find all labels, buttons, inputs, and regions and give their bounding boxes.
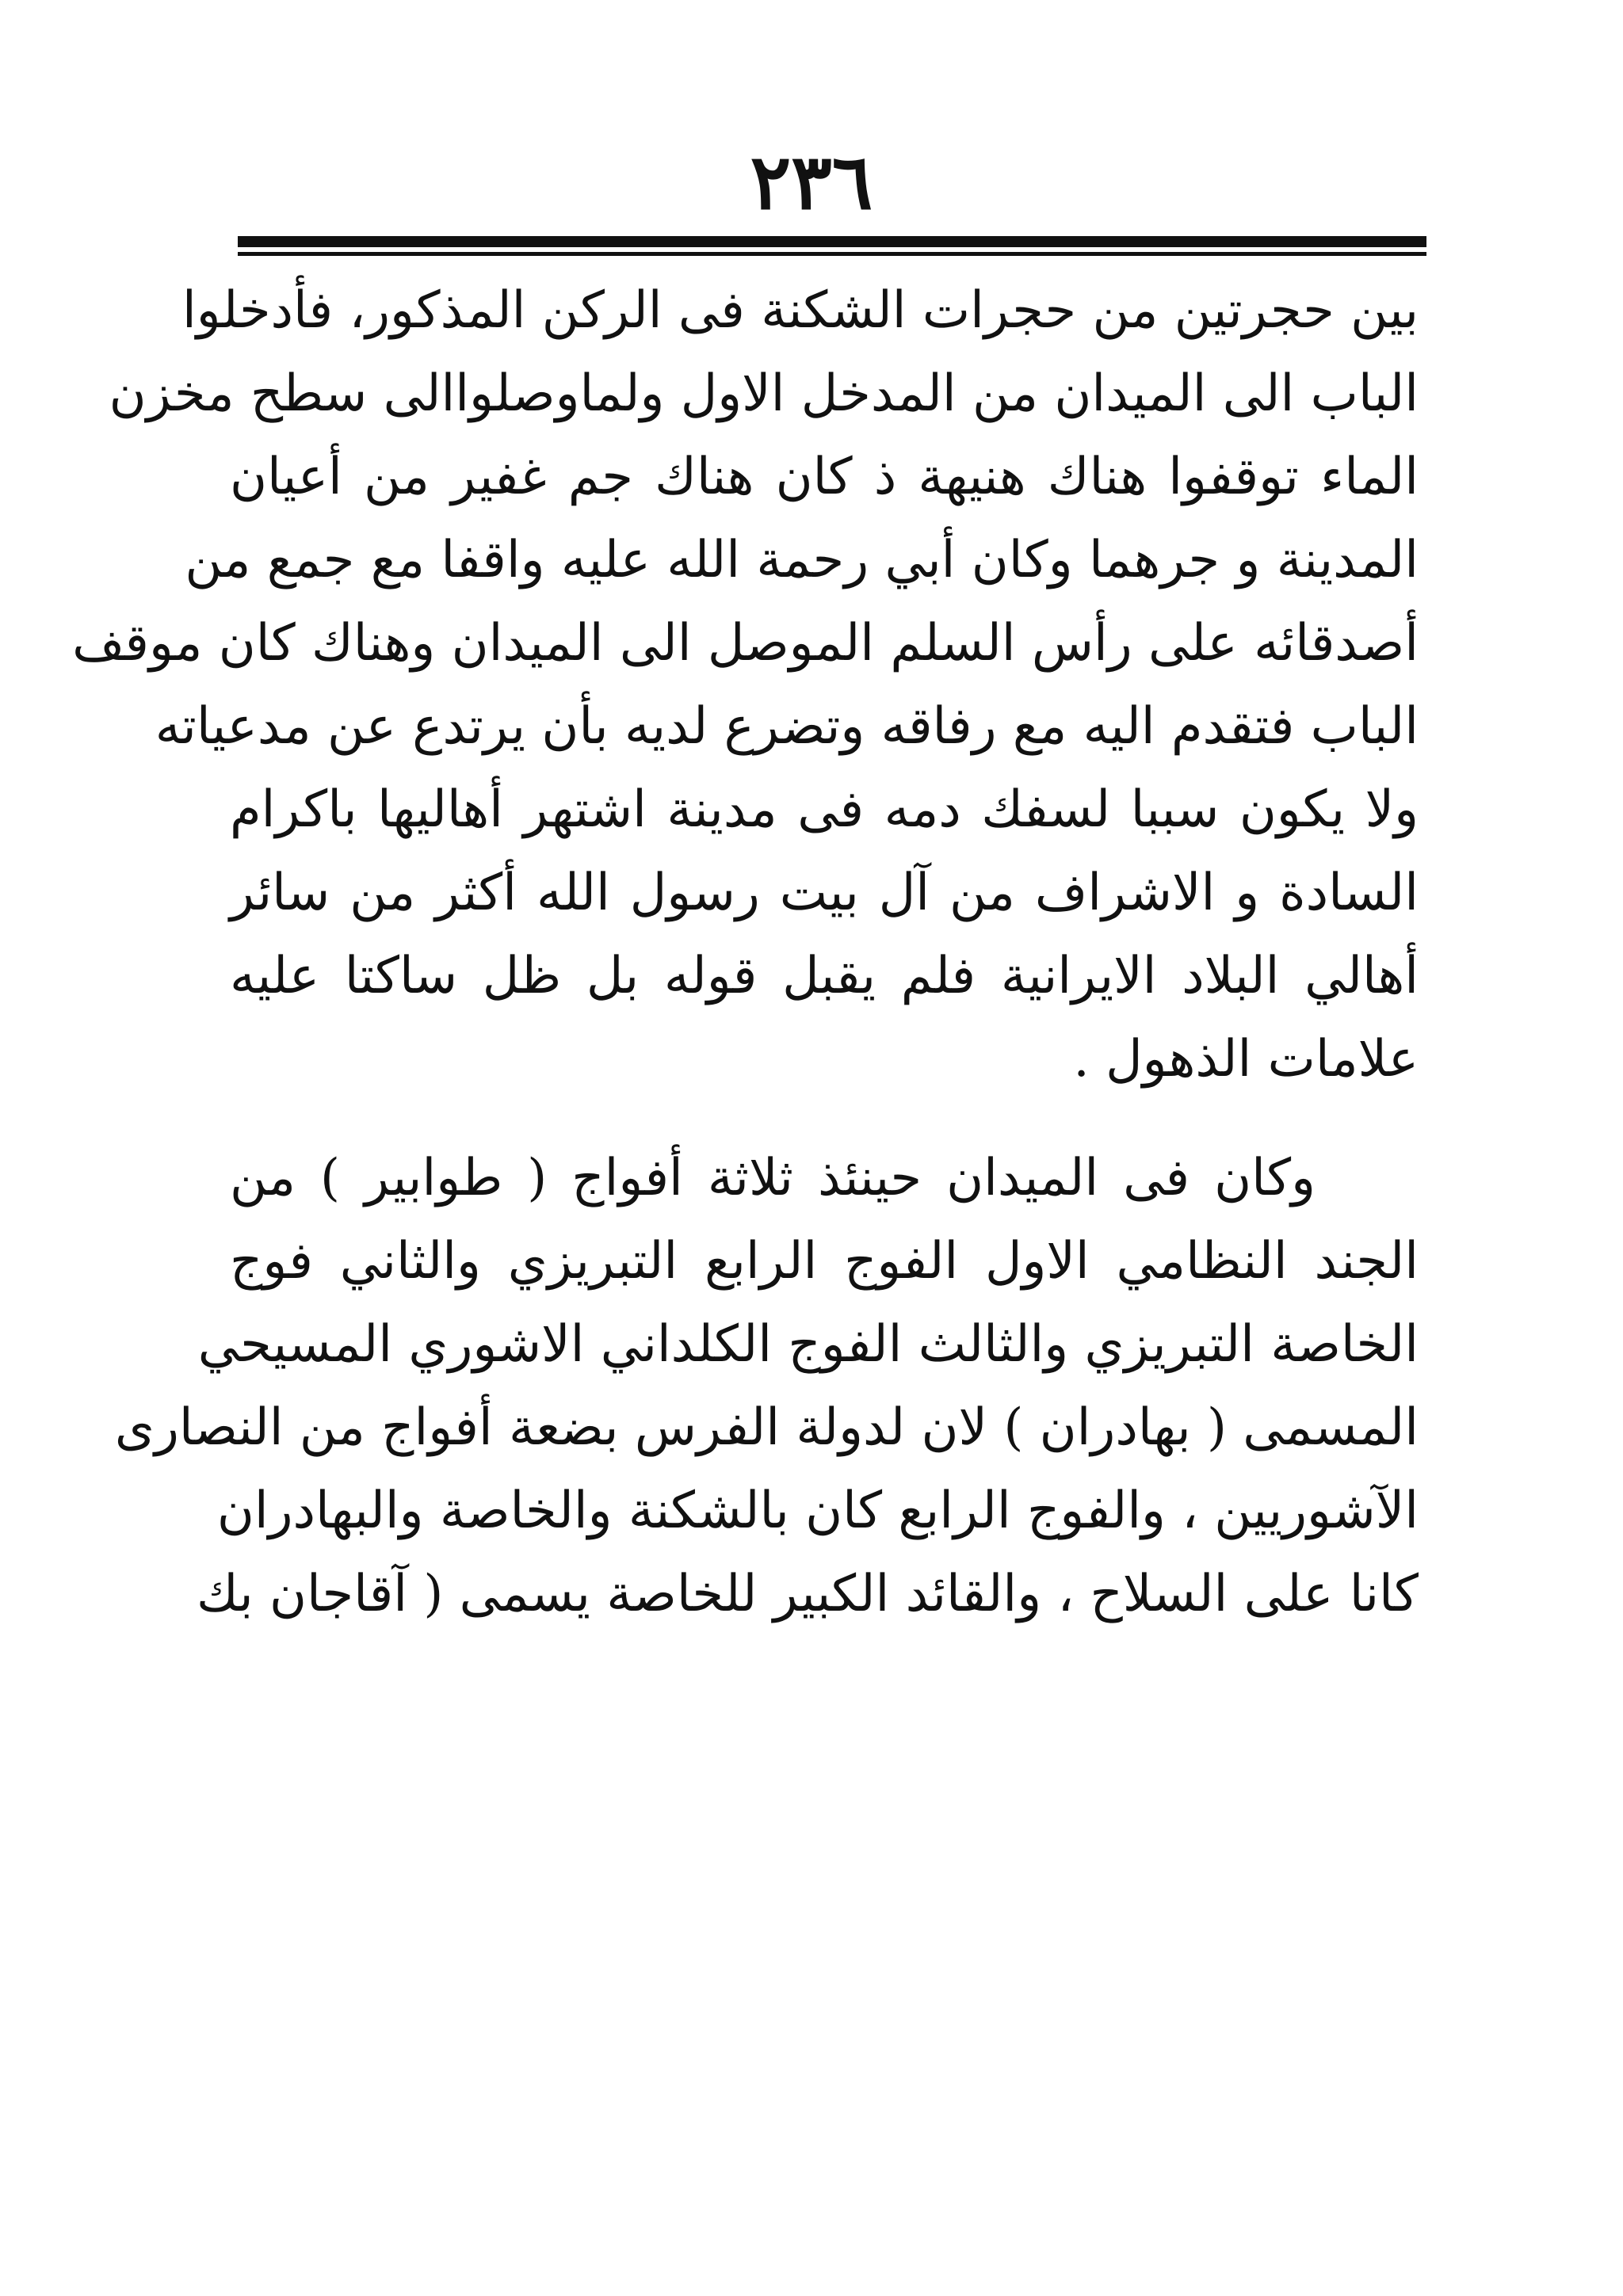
text-line: بين حجرتين من حجرات الشكنة فى الركن المذكور، فأدخلوا <box>181 281 1419 340</box>
text-line: الخاصة التبريزي والثالث الفوج الكلداني الاشوري المسيحي <box>197 1315 1419 1374</box>
text-line: الباب الى الميدان من المدخل الاول ولماوصلواالى سطح مخزن <box>109 364 1419 423</box>
text-line: الآشوريين ، والفوج الرابع كان بالشكنة والخاصة والبهادران <box>216 1482 1419 1540</box>
page-number: ٢٣٦ <box>750 137 873 227</box>
text-line: ولا يكون سببا لسفك دمه فى مدينة اشتهر أهاليها باكرام <box>230 780 1419 839</box>
text-line: السادة و الاشراف من آل بيت رسول الله أكثر من سائر <box>230 864 1419 922</box>
text-line: أهالي البلاد الايرانية فلم يقبل قوله بل ظل ساكتا عليه <box>230 947 1419 1005</box>
header-rule-thin <box>238 252 1426 256</box>
text-line: الجند النظامي الاول الفوج الرابع التبريزي والثاني فوج <box>230 1232 1419 1291</box>
header-rule-thick <box>238 236 1426 247</box>
text-line: أصدقائه على رأس السلم الموصل الى الميدان وهناك كان موقف <box>72 614 1419 673</box>
text-line: المدينة و جرهما وكان أبي رحمة الله عليه واقفا مع جمع من <box>185 531 1419 589</box>
paragraph-2 <box>114 1137 1419 1636</box>
paragraph-gap <box>230 1101 1419 1137</box>
paragraph-1 <box>72 269 1419 1101</box>
text-line: المسمى ( بهادران ) لان لدولة الفرس بضعة أفواج من النصارى <box>114 1398 1419 1457</box>
text-line: كانا على السلاح ، والقائد الكبير للخاصة يسمى ( آقاجان بك <box>196 1565 1419 1623</box>
body-text <box>72 269 1419 1636</box>
text-line: وكان فى الميدان حينئذ ثلاثة أفواج ( طوابير ) من <box>230 1149 1316 1207</box>
text-line: علامات الذهول . <box>1073 1030 1419 1089</box>
text-line: الماء توقفوا هناك هنيهة ذ كان هناك جم غفير من أعيان <box>230 448 1419 506</box>
text-line: الباب فتقدم اليه مع رفاقه وتضرع لديه بأن يرتدع عن مدعياته <box>155 697 1419 756</box>
